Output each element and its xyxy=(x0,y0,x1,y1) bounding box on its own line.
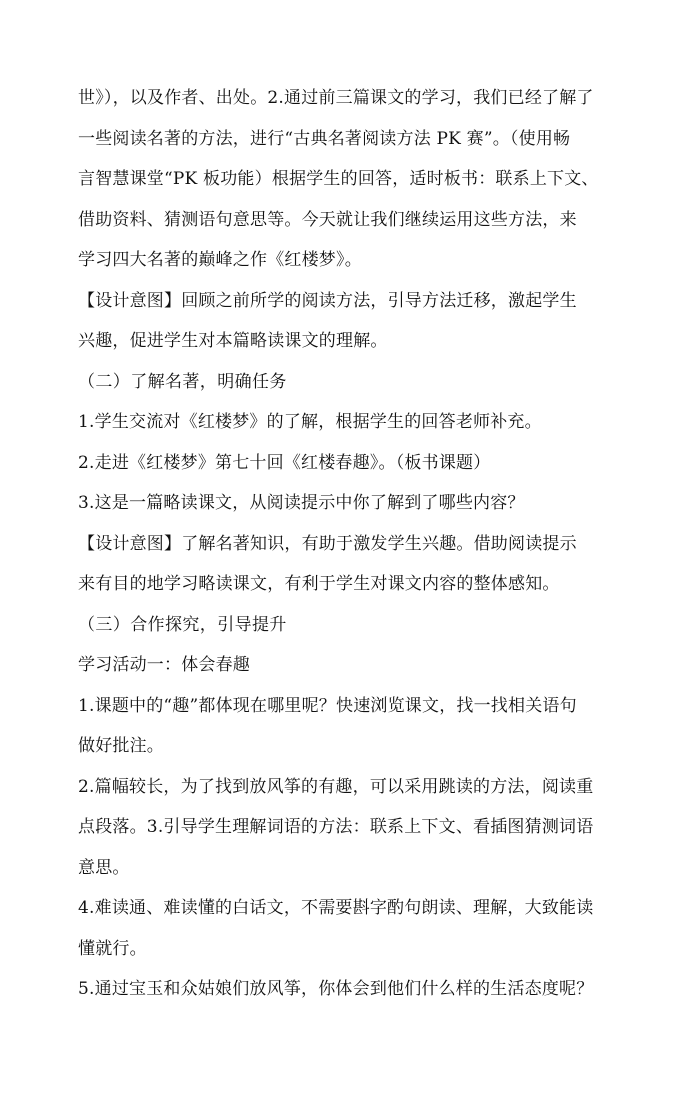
text-line-5: 学习四大名著的巅峰之作《红楼梦》。 xyxy=(78,250,362,270)
design-intent-line-3: 【设计意图】了解名著知识，有助于激发学生兴趣。借助阅读提示 xyxy=(78,533,577,554)
section-heading-2: （二）了解名著，明确任务 xyxy=(78,371,287,392)
text-line-1: 世》），以及作者、出处。2.通过前三篇课文的学习，我们已经了解了 xyxy=(78,88,594,108)
text-line-9: 1.学生交流对《红楼梦》的了解，根据学生的回答老师补充。 xyxy=(78,412,542,432)
text-line-20: 意思。 xyxy=(78,857,130,878)
text-line-19: 点段落。3.引导学生理解词语的方法：联系上下文、看插图猜测词语 xyxy=(78,817,594,837)
text-line-18: 2.篇幅较长，为了找到放风筝的有趣，可以采用跳读的方法，阅读重 xyxy=(78,776,594,797)
text-line-2: 一些阅读名著的方法，进行“古典名著阅读方法 PK 赛”。（使用畅 xyxy=(78,128,571,149)
document-body xyxy=(78,78,648,1010)
section-heading-3: （三）合作探究，引导提升 xyxy=(78,614,287,635)
activity-heading-1: 学习活动一：体会春趣 xyxy=(78,655,250,675)
text-line-21: 4.难读通、难读懂的白话文，不需要斟字酌句朗读、理解，大致能读 xyxy=(78,898,594,918)
text-line-3: 言智慧课堂“PK 板功能）根据学生的回答，适时板书：联系上下文、 xyxy=(78,169,599,189)
text-line-23: 5.通过宝玉和众姑娘们放风筝，你体会到他们什么样的生活态度呢？ xyxy=(78,979,594,999)
text-line-17: 做好批注。 xyxy=(78,736,164,756)
text-line-10: 2.走进《红楼梦》第七十回《红楼春趣》。（板书课题） xyxy=(78,452,491,473)
text-line-4: 借助资料、猜测语句意思等。今天就让我们继续运用这些方法，来 xyxy=(78,209,577,230)
design-intent-line-2: 兴趣，促进学生对本篇略读课文的理解。 xyxy=(78,331,388,351)
text-line-16: 1.课题中的“趣”都体现在哪里呢？快速浏览课文，找一找相关语句 xyxy=(78,695,577,716)
text-line-11: 3.这是一篇略读课文，从阅读提示中你了解到了哪些内容？ xyxy=(78,493,525,513)
text-line-22: 懂就行。 xyxy=(78,938,147,959)
design-intent-line-4: 来有目的地学习略读课文，有利于学生对课文内容的整体感知。 xyxy=(78,574,560,594)
design-intent-line-1: 【设计意图】回顾之前所学的阅读方法，引导方法迁移，激起学生 xyxy=(78,290,577,311)
